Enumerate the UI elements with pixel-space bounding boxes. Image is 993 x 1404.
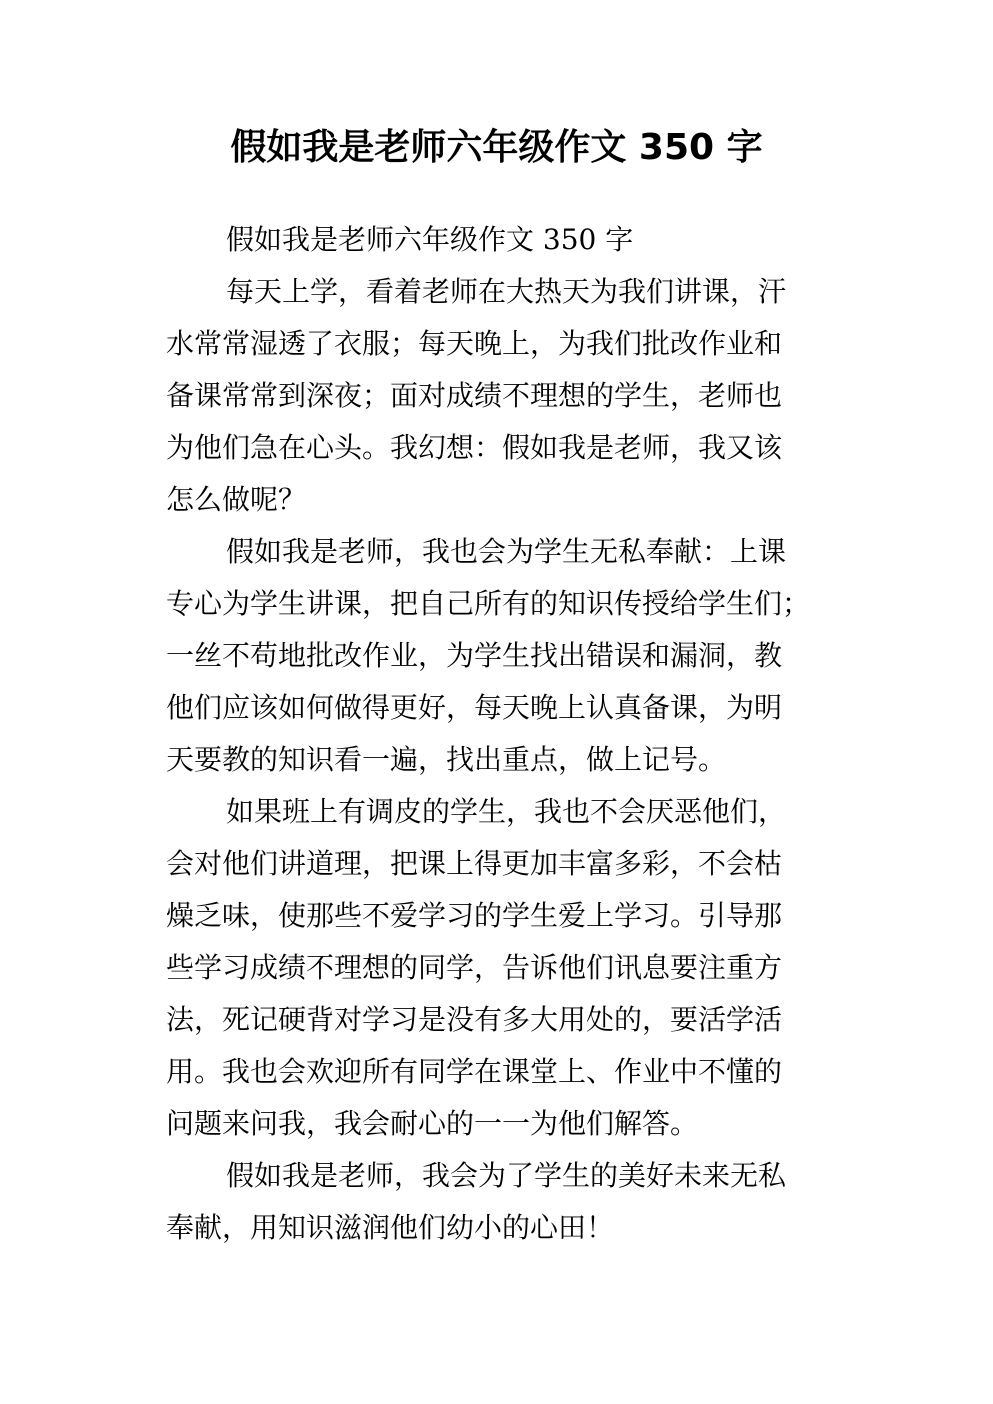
paragraph-4-line-1: 假如我是老师，我会为了学生的美好未来无私 <box>226 1159 787 1192</box>
subtitle-line: 假如我是老师六年级作文 350 字 <box>226 223 634 256</box>
paragraph-1-line-3: 备课常常到深夜；面对成绩不理想的学生，老师也 <box>166 379 783 412</box>
paragraph-3-line-1: 如果班上有调皮的学生，我也不会厌恶他们， <box>226 795 787 828</box>
paragraph-3-line-7: 问题来问我，我会耐心的一一为他们解答。 <box>166 1107 699 1140</box>
document-title: 假如我是老师六年级作文 350 字 <box>230 127 763 168</box>
paragraph-1-line-4: 为他们急在心头。我幻想：假如我是老师，我又该 <box>166 431 783 464</box>
paragraph-2-line-1: 假如我是老师，我也会为学生无私奉献：上课 <box>226 535 787 568</box>
paragraph-2-line-3: 一丝不苟地批改作业，为学生找出错误和漏洞，教 <box>166 639 783 672</box>
paragraph-1-line-1: 每天上学，看着老师在大热天为我们讲课，汗 <box>226 275 787 308</box>
document-body <box>166 214 838 1254</box>
paragraph-3-line-4: 些学习成绩不理想的同学，告诉他们讯息要注重方 <box>166 951 783 984</box>
paragraph-4-line-2: 奉献，用知识滋润他们幼小的心田！ <box>166 1211 615 1244</box>
paragraph-1-line-2: 水常常湿透了衣服；每天晚上，为我们批改作业和 <box>166 327 783 360</box>
paragraph-3-line-2: 会对他们讲道理，把课上得更加丰富多彩，不会枯 <box>166 847 783 880</box>
paragraph-3-line-5: 法，死记硬背对学习是没有多大用处的，要活学活 <box>166 1003 783 1036</box>
paragraph-3-line-6: 用。我也会欢迎所有同学在课堂上、作业中不懂的 <box>166 1055 783 1088</box>
paragraph-3-line-3: 燥乏味，使那些不爱学习的学生爱上学习。引导那 <box>166 899 783 932</box>
paragraph-2-line-4: 他们应该如何做得更好，每天晚上认真备课，为明 <box>166 691 783 724</box>
paragraph-1-line-5: 怎么做呢？ <box>166 483 307 516</box>
paragraph-2-line-5: 天要教的知识看一遍，找出重点，做上记号。 <box>166 743 727 776</box>
paragraph-2-line-2: 专心为学生讲课，把自己所有的知识传授给学生们； <box>166 587 811 620</box>
